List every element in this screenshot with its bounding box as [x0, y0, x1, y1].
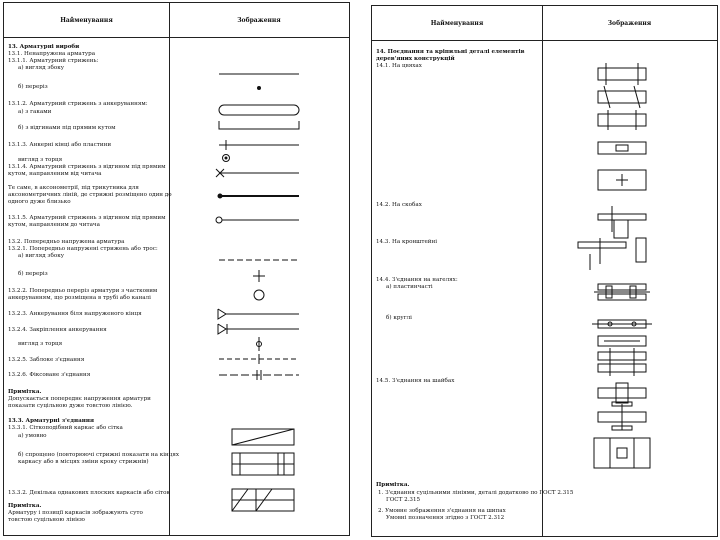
- section-title: 14. Поєднання та кріпильні деталі елементів: [376, 49, 525, 55]
- list-item: кутом, направленим до читача: [8, 222, 100, 228]
- list-item: б) переріз: [18, 271, 48, 277]
- list-item: Те саме, в аксонометрії, під трикутника для: [8, 185, 139, 191]
- left-page: [3, 2, 350, 536]
- rebar-hooks-shape: [219, 105, 299, 115]
- right-page: [371, 5, 718, 537]
- list-item: а) умовно: [18, 433, 47, 439]
- note-text: ГОСТ 2.315: [386, 497, 421, 503]
- right-symbols-drawing: [372, 6, 717, 536]
- list-item: б) круглі: [386, 315, 412, 321]
- section-title: 13. Арматурні вироби: [8, 44, 80, 50]
- note-text: 2. Умовне зображення з'єднання на шипах: [378, 508, 506, 514]
- rebar-section-dot: [258, 87, 261, 90]
- column-header-name: Найменування: [430, 19, 484, 27]
- list-item: одного дуже близько: [8, 199, 71, 205]
- list-item: 13.1.2. Арматурний стрижень з анкеруванням:: [8, 101, 148, 107]
- section-title: дерев'яних конструкцій: [376, 56, 455, 62]
- list-item: а) з гаками: [18, 109, 52, 115]
- note-text: Арматуру і позиції каркасів зображують суто: [8, 510, 143, 516]
- list-item: 13.1. Ненапружена арматура: [8, 51, 96, 57]
- note-text: 1. З'єднання суцільними лініями, деталі додатково по ГОСТ 2.315: [378, 490, 574, 496]
- list-item: б) з відгинами під прямим кутом: [18, 125, 116, 131]
- list-item: вигляд з торця: [18, 341, 63, 347]
- list-item: 13.1.5. Арматурний стрижень з відгином під прямим: [8, 215, 166, 221]
- note-text: Умовні позначення згідно з ГОСТ 2.312: [386, 515, 505, 521]
- list-item: 14.3. На кронштейні: [376, 239, 438, 245]
- list-item: анкеруванням, що розміщена в трубі або каналі: [8, 295, 151, 301]
- list-item: вигляд з торця: [18, 157, 63, 163]
- list-item: б) спрощено (повторюючі стрижні показати на кінцях: [18, 452, 180, 458]
- left-symbols-drawing: [4, 3, 349, 535]
- note-text: показати суцільною дуже товстою лінією.: [8, 403, 133, 409]
- list-item: 14.1. На цвяхах: [376, 63, 422, 69]
- list-item: 13.3.2. Декілька однакових плоских каркасів або сіток: [8, 490, 171, 496]
- list-item: а) вигляд збоку: [18, 65, 64, 71]
- list-item: 14.4. З'єднання на нагелях:: [376, 277, 458, 283]
- list-item: 13.2.2. Попередньо переріз арматури з частковим: [8, 288, 158, 294]
- note-title: Примітка.: [8, 389, 42, 395]
- list-item: а) пластинчасті: [386, 284, 433, 290]
- column-header-image: Зображення: [607, 19, 652, 27]
- list-item: аксонометричних ліній, де стрижні розміщено один до: [8, 192, 172, 198]
- list-item: а) вигляд збоку: [18, 253, 64, 259]
- column-header-name: Найменування: [60, 16, 113, 24]
- list-item: 13.2. Попередньо напружена арматура: [8, 239, 125, 245]
- rebar-bends-shape: [219, 121, 299, 129]
- note-title: Примітка.: [8, 503, 42, 509]
- list-item: 13.2.4. Закріплення анкерування: [8, 327, 107, 333]
- list-item: 13.2.5. Заблоке з'єднання: [8, 357, 85, 363]
- list-item: 13.1.1. Арматурний стрижень:: [8, 58, 99, 64]
- list-item: каркасу або в місцях зміни кроку стрижнів): [18, 459, 149, 465]
- section-title: 13.3. Арматурні з'єднання: [8, 418, 95, 424]
- list-item: 13.1.3. Анкерні кінці або пластини: [8, 142, 112, 148]
- list-item: 14.5. З'єднання на шайбах: [376, 378, 455, 384]
- list-item: 13.2.6. Фіксоване з'єднання: [8, 372, 91, 378]
- column-header-image: Зображення: [237, 16, 281, 24]
- list-item: 13.3.1. Сіткоподібний каркас або сітка: [8, 425, 123, 431]
- list-item: 13.1.4. Арматурний стрижень з відгином під прямим: [8, 164, 166, 170]
- list-item: 13.2.1. Попередньо напружені стрижень або трос:: [8, 246, 158, 252]
- note-text: Допускається попереднє напруження арматури: [8, 396, 151, 402]
- list-item: б) переріз: [18, 84, 48, 90]
- list-item: 13.2.3. Анкерування біля напруженого кінця: [8, 311, 142, 317]
- note-title: Примітка.: [376, 482, 410, 488]
- list-item: кутом, направленим від читача: [8, 171, 102, 177]
- note-text: товстою суцільною лінією: [8, 517, 85, 523]
- list-item: 14.2. На скобах: [376, 202, 422, 208]
